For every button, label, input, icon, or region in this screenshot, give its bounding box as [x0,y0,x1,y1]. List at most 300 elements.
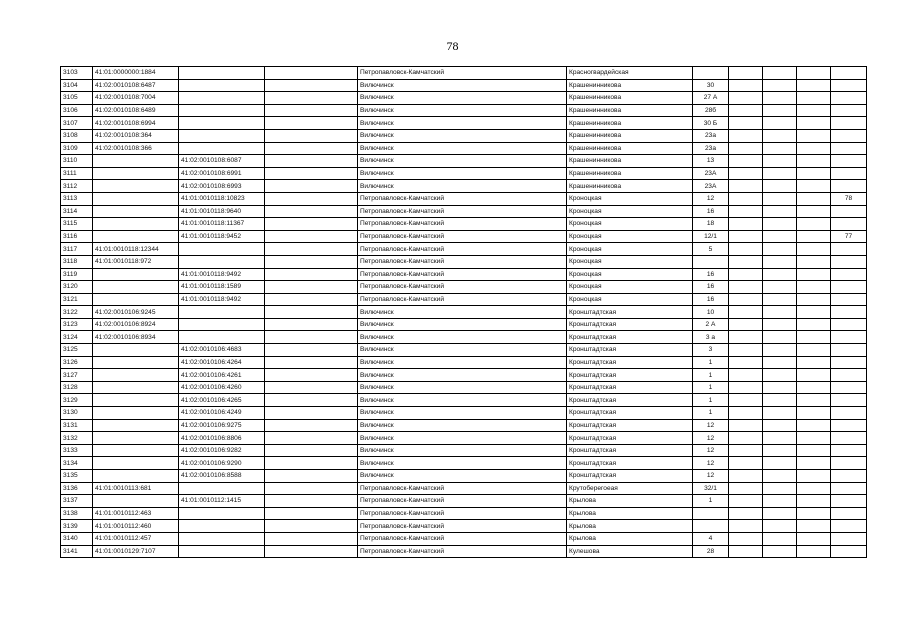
extra-cell [265,444,358,457]
apartment-cell [729,218,763,231]
apartment-cell [729,381,763,394]
extra-cell [763,520,797,533]
extra-cell [763,419,797,432]
cadastral-number-2-cell: 41:02:0010108:6087 [179,155,265,168]
city-cell: Вилючинск [358,79,567,92]
extra-cell [797,230,831,243]
extra-cell [265,268,358,281]
extra-cell [797,167,831,180]
city-cell: Вилючинск [358,331,567,344]
extra-cell [265,419,358,432]
apartment-cell [729,306,763,319]
row-number-cell: 3126 [61,356,93,369]
street-cell: Крашенинникова [567,79,693,92]
city-cell: Вилючинск [358,356,567,369]
extra-cell [265,369,358,382]
cadastral-number-2-cell [179,520,265,533]
extra-cell [797,67,831,80]
apartment-cell [729,67,763,80]
table-row [61,495,867,508]
extra-cell [265,470,358,483]
cadastral-number-2-cell [179,104,265,117]
street-cell: Кронштадтская [567,394,693,407]
extra-cell [797,318,831,331]
table-row [61,155,867,168]
extra-cell [763,470,797,483]
street-cell: Кроноцкая [567,192,693,205]
cadastral-number-cell: 41:02:0010108:6487 [93,79,179,92]
cadastral-number-cell [93,407,179,420]
extra-cell [763,331,797,344]
house-cell: 1 [693,394,729,407]
row-number-cell: 3125 [61,344,93,357]
cadastral-number-2-cell: 41:02:0010106:8806 [179,432,265,445]
extra-cell [831,507,867,520]
street-cell: Кронштадтская [567,407,693,420]
extra-cell [831,255,867,268]
row-number-cell: 3104 [61,79,93,92]
street-cell: Кронштадтская [567,318,693,331]
cadastral-number-cell [93,457,179,470]
table-row [61,243,867,256]
cadastral-number-2-cell: 41:01:0010118:9492 [179,293,265,306]
cadastral-number-cell [93,394,179,407]
table-body [61,67,867,558]
house-cell [693,520,729,533]
extra-cell [797,192,831,205]
extra-cell [763,117,797,130]
extra-cell [797,394,831,407]
extra-cell [763,444,797,457]
cadastral-number-2-cell [179,129,265,142]
extra-cell [763,407,797,420]
cadastral-number-cell [93,381,179,394]
cadastral-number-2-cell: 41:02:0010106:4261 [179,369,265,382]
cadastral-number-cell [93,167,179,180]
cadastral-number-cell: 41:02:0010106:8924 [93,318,179,331]
city-cell: Петропавловск-Камчатский [358,507,567,520]
row-number-cell: 3132 [61,432,93,445]
extra-cell [265,243,358,256]
extra-cell [831,167,867,180]
extra-cell [763,482,797,495]
apartment-cell [729,293,763,306]
table-row [61,507,867,520]
extra-cell [797,381,831,394]
extra-cell [265,545,358,558]
table-row [61,67,867,80]
city-cell: Вилючинск [358,419,567,432]
table-row [61,369,867,382]
extra-cell [831,545,867,558]
city-cell: Петропавловск-Камчатский [358,268,567,281]
house-cell: 1 [693,369,729,382]
extra-cell [763,457,797,470]
extra-cell [797,470,831,483]
extra-cell [265,104,358,117]
cadastral-number-2-cell: 41:02:0010106:9290 [179,457,265,470]
row-number-cell: 3103 [61,67,93,80]
extra-cell [831,407,867,420]
street-cell: Крылова [567,495,693,508]
extra-cell [831,470,867,483]
city-cell: Вилючинск [358,369,567,382]
apartment-cell [729,545,763,558]
street-cell: Кроноцкая [567,268,693,281]
extra-cell [831,117,867,130]
cadastral-number-cell [93,444,179,457]
extra-cell [831,218,867,231]
cadastral-number-cell: 41:02:0010108:7004 [93,92,179,105]
apartment-cell [729,205,763,218]
extra-cell [265,356,358,369]
street-cell: Кронштадтская [567,381,693,394]
cadastral-number-2-cell: 41:02:0010106:4683 [179,344,265,357]
row-number-cell: 3119 [61,268,93,281]
cadastral-number-cell [93,419,179,432]
house-cell: 12 [693,419,729,432]
cadastral-number-cell: 41:01:0010129:7107 [93,545,179,558]
extra-cell [265,318,358,331]
street-cell: Крутоберегоеая [567,482,693,495]
table-row [61,92,867,105]
cadastral-number-cell: 41:01:0010118:972 [93,255,179,268]
extra-cell [763,92,797,105]
house-cell: 12 [693,432,729,445]
row-number-cell: 3131 [61,419,93,432]
house-cell: 3 [693,344,729,357]
extra-cell [831,268,867,281]
extra-cell [763,394,797,407]
city-cell: Вилючинск [358,394,567,407]
row-number-cell: 3139 [61,520,93,533]
street-cell: Крылова [567,532,693,545]
cadastral-number-cell [93,369,179,382]
city-cell: Вилючинск [358,432,567,445]
table-row [61,104,867,117]
extra-cell [265,218,358,231]
extra-cell [763,432,797,445]
extra-cell: 77 [831,230,867,243]
table-row [61,381,867,394]
row-number-cell: 3120 [61,281,93,294]
apartment-cell [729,407,763,420]
apartment-cell [729,129,763,142]
city-cell: Вилючинск [358,117,567,130]
house-cell: 28 [693,545,729,558]
extra-cell [797,79,831,92]
extra-cell [797,545,831,558]
house-cell: 1 [693,407,729,420]
house-cell [693,255,729,268]
extra-cell [831,142,867,155]
extra-cell [797,180,831,193]
street-cell: Кронштадтская [567,432,693,445]
apartment-cell [729,255,763,268]
apartment-cell [729,344,763,357]
city-cell: Вилючинск [358,306,567,319]
cadastral-number-cell: 41:01:0000000:1884 [93,67,179,80]
extra-cell [797,444,831,457]
house-cell: 3 а [693,331,729,344]
extra-cell [797,369,831,382]
extra-cell [265,205,358,218]
extra-cell [831,457,867,470]
extra-cell [265,293,358,306]
extra-cell [265,381,358,394]
row-number-cell: 3129 [61,394,93,407]
house-cell: 4 [693,532,729,545]
cadastral-number-cell: 41:01:0010112:457 [93,532,179,545]
extra-cell [763,218,797,231]
extra-cell [797,419,831,432]
street-cell: Кроноцкая [567,243,693,256]
street-cell: Кронштадтская [567,344,693,357]
apartment-cell [729,281,763,294]
extra-cell [265,129,358,142]
extra-cell [763,243,797,256]
city-cell: Петропавловск-Камчатский [358,520,567,533]
city-cell: Петропавловск-Камчатский [358,230,567,243]
extra-cell [831,356,867,369]
row-number-cell: 3128 [61,381,93,394]
street-cell: Крылова [567,507,693,520]
extra-cell [797,268,831,281]
cadastral-number-2-cell: 41:02:0010106:9282 [179,444,265,457]
cadastral-number-2-cell: 41:02:0010106:4260 [179,381,265,394]
table-row [61,344,867,357]
extra-cell [265,394,358,407]
extra-cell [831,306,867,319]
table-row [61,218,867,231]
extra-cell [831,79,867,92]
cadastral-number-cell [93,155,179,168]
house-cell: 12 [693,457,729,470]
extra-cell [265,281,358,294]
row-number-cell: 3115 [61,218,93,231]
extra-cell [831,104,867,117]
table-row [61,117,867,130]
table-row [61,142,867,155]
table-row [61,79,867,92]
city-cell: Вилючинск [358,129,567,142]
extra-cell [831,532,867,545]
cadastral-number-cell: 41:02:0010108:366 [93,142,179,155]
extra-cell [831,92,867,105]
extra-cell [763,67,797,80]
city-cell: Петропавловск-Камчатский [358,495,567,508]
cadastral-number-cell: 41:02:0010106:9245 [93,306,179,319]
extra-cell [831,205,867,218]
table-row [61,293,867,306]
house-cell: 1 [693,381,729,394]
street-cell: Крылова [567,520,693,533]
street-cell: Кронштадтская [567,306,693,319]
cadastral-number-2-cell: 41:02:0010108:6991 [179,167,265,180]
street-cell: Кронштадтская [567,356,693,369]
apartment-cell [729,482,763,495]
extra-cell [265,344,358,357]
extra-cell [763,180,797,193]
city-cell: Вилючинск [358,92,567,105]
apartment-cell [729,142,763,155]
extra-cell [763,381,797,394]
row-number-cell: 3116 [61,230,93,243]
house-cell: 23а [693,142,729,155]
cadastral-number-2-cell: 41:01:0010118:1589 [179,281,265,294]
extra-cell [265,495,358,508]
cadastral-number-2-cell [179,142,265,155]
cadastral-number-cell [93,230,179,243]
row-number-cell: 3122 [61,306,93,319]
street-cell: Красногвардейская [567,67,693,80]
apartment-cell [729,268,763,281]
extra-cell [831,318,867,331]
extra-cell [265,407,358,420]
street-cell: Кронштадтская [567,444,693,457]
extra-cell [763,167,797,180]
extra-cell [797,507,831,520]
table-row [61,192,867,205]
extra-cell [831,369,867,382]
extra-cell [797,243,831,256]
row-number-cell: 3106 [61,104,93,117]
table-row [61,520,867,533]
extra-cell [831,180,867,193]
street-cell: Крашенинникова [567,167,693,180]
city-cell: Вилючинск [358,344,567,357]
apartment-cell [729,470,763,483]
cadastral-number-2-cell: 41:02:0010106:4249 [179,407,265,420]
table-row [61,180,867,193]
row-number-cell: 3118 [61,255,93,268]
page-number: 78 [446,39,459,53]
house-cell: 1 [693,356,729,369]
city-cell: Вилючинск [358,180,567,193]
extra-cell [763,142,797,155]
extra-cell [797,255,831,268]
extra-cell: 78 [831,192,867,205]
table-row [61,419,867,432]
apartment-cell [729,419,763,432]
row-number-cell: 3117 [61,243,93,256]
extra-cell [797,155,831,168]
row-number-cell: 3135 [61,470,93,483]
house-cell: 12/1 [693,230,729,243]
house-cell: 16 [693,293,729,306]
apartment-cell [729,369,763,382]
apartment-cell [729,394,763,407]
cadastral-number-2-cell: 41:02:0010106:8588 [179,470,265,483]
house-cell: 12 [693,470,729,483]
extra-cell [797,306,831,319]
city-cell: Вилючинск [358,407,567,420]
extra-cell [831,281,867,294]
city-cell: Вилючинск [358,104,567,117]
city-cell: Петропавловск-Камчатский [358,482,567,495]
row-number-cell: 3105 [61,92,93,105]
house-cell: 18 [693,218,729,231]
extra-cell [265,432,358,445]
extra-cell [265,520,358,533]
extra-cell [831,243,867,256]
street-cell: Крашенинникова [567,104,693,117]
extra-cell [265,507,358,520]
cadastral-number-2-cell: 41:02:0010106:4265 [179,394,265,407]
street-cell: Кроноцкая [567,255,693,268]
row-number-cell: 3112 [61,180,93,193]
table-row [61,532,867,545]
cadastral-number-2-cell: 41:01:0010118:11367 [179,218,265,231]
row-number-cell: 3137 [61,495,93,508]
extra-cell [797,356,831,369]
row-number-cell: 3114 [61,205,93,218]
table-row [61,129,867,142]
street-cell: Кронштадтская [567,331,693,344]
apartment-cell [729,155,763,168]
extra-cell [265,79,358,92]
street-cell: Кронштадтская [567,470,693,483]
apartment-cell [729,167,763,180]
cadastral-number-2-cell: 41:01:0010112:1415 [179,495,265,508]
extra-cell [265,167,358,180]
house-cell: 30 Б [693,117,729,130]
extra-cell [763,318,797,331]
cadastral-number-cell [93,192,179,205]
street-cell: Кронштадтская [567,457,693,470]
cadastral-number-cell: 41:02:0010108:6994 [93,117,179,130]
extra-cell [265,92,358,105]
house-cell: 28б [693,104,729,117]
apartment-cell [729,318,763,331]
house-cell [693,67,729,80]
row-number-cell: 3110 [61,155,93,168]
cadastral-number-cell [93,470,179,483]
table-row [61,545,867,558]
apartment-cell [729,356,763,369]
cadastral-number-2-cell [179,243,265,256]
extra-cell [265,67,358,80]
extra-cell [831,432,867,445]
table-row [61,167,867,180]
extra-cell [831,381,867,394]
street-cell: Крашенинникова [567,180,693,193]
extra-cell [831,394,867,407]
extra-cell [831,129,867,142]
city-cell: Вилючинск [358,155,567,168]
extra-cell [797,92,831,105]
extra-cell [265,255,358,268]
extra-cell [831,67,867,80]
row-number-cell: 3138 [61,507,93,520]
cadastral-number-2-cell: 41:01:0010118:10823 [179,192,265,205]
apartment-cell [729,180,763,193]
cadastral-number-cell [93,432,179,445]
cadastral-number-2-cell [179,331,265,344]
house-cell: 23А [693,167,729,180]
city-cell: Петропавловск-Камчатский [358,255,567,268]
city-cell: Петропавловск-Камчатский [358,205,567,218]
table-row [61,281,867,294]
extra-cell [265,230,358,243]
street-cell: Крашенинникова [567,129,693,142]
house-cell: 5 [693,243,729,256]
cadastral-number-cell: 41:02:0010106:8934 [93,331,179,344]
table-row [61,318,867,331]
cadastral-number-2-cell: 41:02:0010106:9275 [179,419,265,432]
city-cell: Вилючинск [358,457,567,470]
cadastral-number-2-cell [179,255,265,268]
